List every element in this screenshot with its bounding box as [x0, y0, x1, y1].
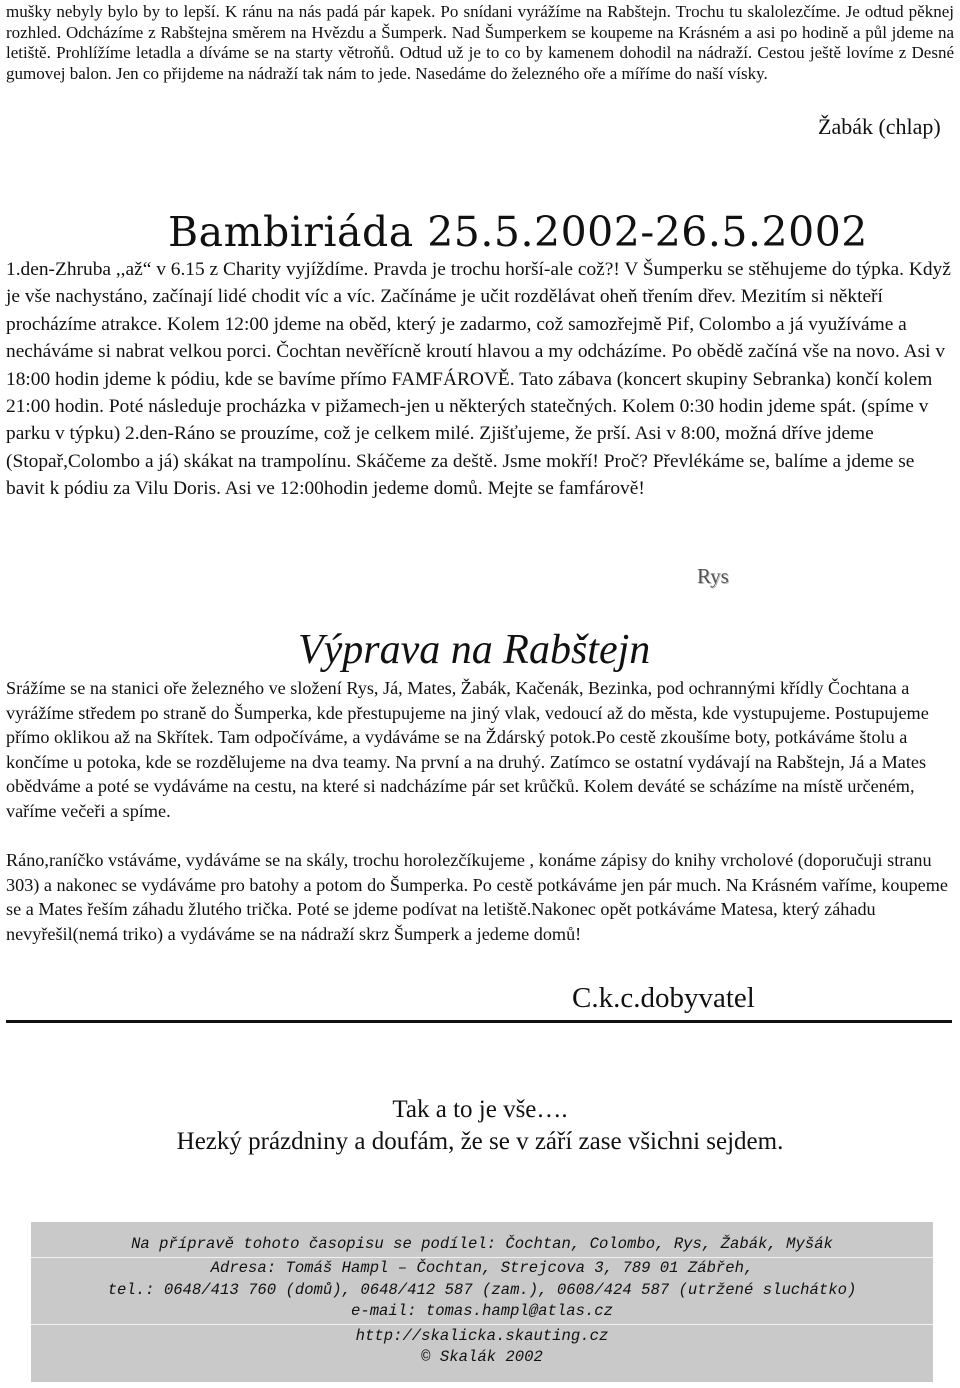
footer-separator: [31, 1257, 933, 1258]
footer-address: Adresa: Tomáš Hampl – Čochtan, Strejcova 3, 789 01 Zábřeh,: [210, 1259, 754, 1277]
footer-contributors: Na přípravě tohoto časopisu se podílel: Čochtan, Colombo, Rys, Žabák, Myšák: [131, 1235, 833, 1253]
footer-email: e-mail: tomas.hampl@atlas.cz: [350, 1302, 614, 1320]
bambiriada-title: Bambiriáda 25.5.2002-26.5.2002: [168, 208, 868, 256]
section-divider: [6, 1020, 952, 1023]
bambiriada-paragraph: 1.den-Zhruba ,,až“ v 6.15 z Charity vyjíždíme. Pravda je trochu horší-ale což?! V Šumperku se stěhujeme do týpka. Když je vše nachystáno, začínají lidé chodit víc a víc. Začínáme je učit rozdělávat oheň třením dřev. Mezitím si někteří procházíme atrakce. Kolem 12:00 jdeme na oběd, který je zadarmo, což samozřejmě Pif, Colombo a já využíváme a necháváme si nabrat velkou porci. Čochtan nevěřícně kroutí hlavou a my odcházíme. Po obědě začíná vše na novo. Asi v 18:00 hodin jdeme k pódiu, kde se bavíme přímo FAMFÁROVĚ. Tato zábava (koncert skupiny Sebranka) končí kolem 21:00 hodin. Poté následuje procházka v pižamech-jen u některých statečných. Kolem 0:30 hodin jdeme spát. (spíme v parku v týpku) 2.den-Ráno se prouzíme, což je celkem milé. Zjišťujeme, že prší. Asi v 8:00, možná dříve jdeme (Stopař,Colombo a já) skákat na trampolínu. Skáčeme za deště. Jsme mokří! Proč? Převlékáme se, balíme a jdeme se bavit k pódiu za Vilu Doris. Asi ve 12:00hodin jedeme domů. Mejte se famfárově!: [6, 259, 951, 500]
rabstejn-paragraph-1: Srážíme se na stanici oře železného ve složení Rys, Já, Mates, Žabák, Kačenák, Bezinka, pod ochrannými křídly Čochtana a vyrážíme středem po straně do Šumperka, kde přestupujeme na jiný vlak, vedoucí až do města, kde vystupujeme. Postupujeme přímo oklikou až na Skřítek. Tam odpočíváme, a vydáváme se na Ždárský potok.Po cestě zkoušíme boty, potkáváme štolu a končíme u potoka, kde se rozdělujeme na dva teamy. Na první a na druhý. Zatímco se ostatní vydávají na Rabštejn, Já a Mates obědváme a poté se vydáváme na cestu, na které si nadcházíme pár set krůčků. Kolem deváté se scházíme na místě určeném, vaříme večeři a spíme.: [6, 678, 929, 821]
closing-line-1: Tak a to je vše….: [392, 1096, 568, 1123]
footer-copyright: © Skalák 2002: [421, 1348, 543, 1366]
closing-line-2: Hezký prázdniny a doufám, že se v září zase všichni sejdem.: [176, 1128, 784, 1155]
footer-phones: tel.: 0648/413 760 (domů), 0648/412 587 (zam.), 0608/424 587 (utržené sluchátko): [107, 1281, 857, 1299]
intro-paragraph: mušky nebyly bylo by to lepší. K ránu na nás padá pár kapek. Po snídani vyrážíme na Rabštejn. Trochu tu skalolezčíme. Je odtud pěknej rozhled. Odcházíme z Rabštejna směrem na Hvězdu a Šumperk. Nad Šumperkem se koupeme na Krásném a asi po hodině a půl jdeme na letiště. Prohlížíme letadla a díváme se na starty větroňů. Odtud už je to co by kamenem dohodil na nádraží. Cestou ještě lovíme z Desné gumovej balon. Jen co přijdeme na nádraží tak nám to jede. Nasedáme do železného oře a míříme do naší vísky.: [6, 2, 954, 83]
footer-box: [31, 1222, 933, 1382]
bambiriada-signature: Rys: [697, 564, 729, 588]
footer-web-link[interactable]: http://skalicka.skauting.cz: [355, 1327, 609, 1345]
footer-separator: [31, 1324, 933, 1325]
rabstejn-paragraph-2: Ráno,raníčko vstáváme, vydáváme se na skály, trochu horolezčíkujeme , konáme zápisy do knihy vrcholové (doporučuji stranu 303) a nakonec se vydáváme pro batohy a potom do Šumperka. Po cestě potkáváme jen pár much. Na Krásném vaříme, koupeme se a Mates řeším záhadu žlutého trička. Poté se jdeme podívat na letiště.Nakonec opět potkáváme Matesa, který záhadu nevyřešil(nemá triko) a vydáváme se na nádraží skrz Šumperk a jedeme domů!: [6, 850, 948, 944]
rabstejn-signature: C.k.c.dobyvatel: [572, 982, 755, 1014]
intro-signature: Žabák (chlap): [818, 114, 941, 139]
rabstejn-title: Výprava na Rabštejn: [298, 627, 651, 673]
